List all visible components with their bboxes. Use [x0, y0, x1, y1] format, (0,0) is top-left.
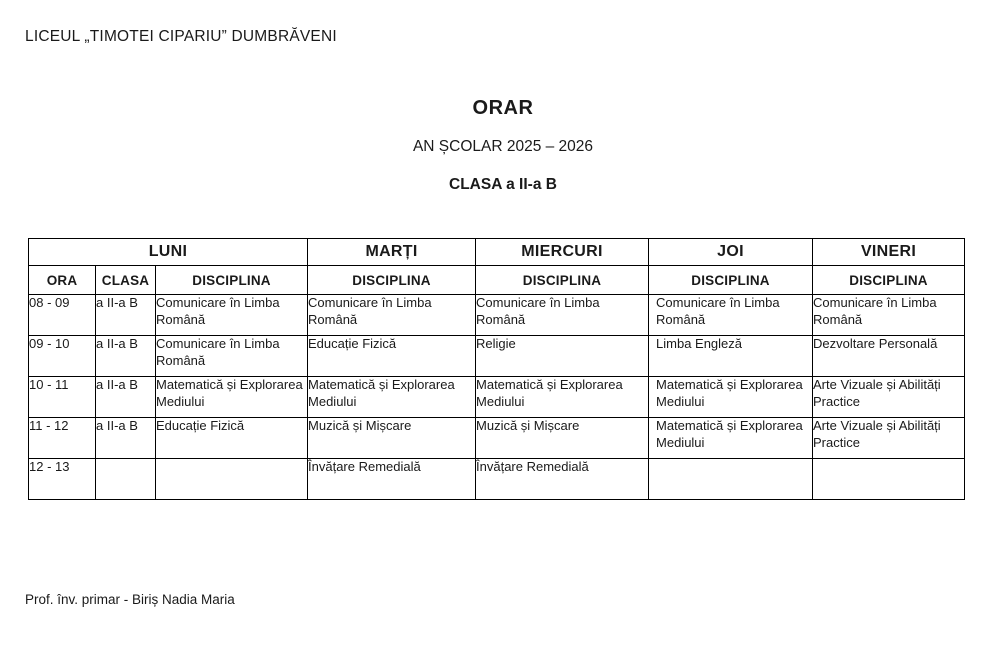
cell-clasa: a II-a B	[96, 295, 156, 336]
cell-luni: Matematică și Explorarea Mediului	[156, 377, 308, 418]
cell-clasa: a II-a B	[96, 336, 156, 377]
cell-marti: Educație Fizică	[308, 336, 476, 377]
cell-marti: Comunicare în Limba Română	[308, 295, 476, 336]
cell-luni: Comunicare în Limba Română	[156, 295, 308, 336]
cell-miercuri: Comunicare în Limba Română	[476, 295, 649, 336]
school-year-subtitle: AN ȘCOLAR 2025 – 2026	[412, 138, 594, 155]
cell-miercuri: Matematică și Explorarea Mediului	[476, 377, 649, 418]
table-row	[29, 459, 965, 500]
column-header-disciplina-joi: DISCIPLINA	[649, 266, 813, 295]
day-header-marti: MARȚI	[308, 239, 476, 266]
table-row	[29, 295, 965, 336]
cell-clasa	[96, 459, 156, 500]
teacher-signature-line: Prof. înv. primar - Biriș Nadia Maria	[25, 592, 235, 607]
cell-clasa: a II-a B	[96, 377, 156, 418]
day-header-vineri: VINERI	[813, 239, 965, 266]
column-header-disciplina-luni: DISCIPLINA	[156, 266, 308, 295]
cell-joi: Matematică și Explorarea Mediului	[649, 377, 813, 418]
table-day-header-row	[29, 239, 965, 266]
cell-luni: Educație Fizică	[156, 418, 308, 459]
cell-luni	[156, 459, 308, 500]
cell-miercuri: Muzică și Mișcare	[476, 418, 649, 459]
cell-vineri: Dezvoltare Personală	[813, 336, 965, 377]
column-header-ora: ORA	[29, 266, 96, 295]
timetable	[28, 238, 965, 500]
cell-ora: 08 - 09	[29, 295, 96, 336]
cell-luni: Comunicare în Limba Română	[156, 336, 308, 377]
cell-joi: Matematică și Explorarea Mediului	[649, 418, 813, 459]
page-title: ORAR	[472, 97, 534, 119]
cell-ora: 10 - 11	[29, 377, 96, 418]
cell-miercuri: Religie	[476, 336, 649, 377]
cell-vineri: Arte Vizuale și Abilități Practice	[813, 418, 965, 459]
cell-joi: Limba Engleză	[649, 336, 813, 377]
day-header-joi: JOI	[649, 239, 813, 266]
cell-joi: Comunicare în Limba Română	[649, 295, 813, 336]
cell-miercuri: Învățare Remedială	[476, 459, 649, 500]
cell-vineri	[813, 459, 965, 500]
cell-ora: 11 - 12	[29, 418, 96, 459]
column-header-clasa: CLASA	[96, 266, 156, 295]
table-subheader-row	[29, 266, 965, 295]
table-row	[29, 418, 965, 459]
cell-ora: 09 - 10	[29, 336, 96, 377]
column-header-disciplina-miercuri: DISCIPLINA	[476, 266, 649, 295]
cell-marti: Învățare Remedială	[308, 459, 476, 500]
table-row	[29, 377, 965, 418]
document-title-block	[0, 98, 1006, 192]
column-header-disciplina-marti: DISCIPLINA	[308, 266, 476, 295]
cell-joi	[649, 459, 813, 500]
day-header-luni: LUNI	[29, 239, 308, 266]
table-row	[29, 336, 965, 377]
cell-clasa: a II-a B	[96, 418, 156, 459]
column-header-disciplina-vineri: DISCIPLINA	[813, 266, 965, 295]
class-subtitle: CLASA a II-a B	[449, 175, 557, 193]
cell-vineri: Comunicare în Limba Română	[813, 295, 965, 336]
cell-marti: Matematică și Explorarea Mediului	[308, 377, 476, 418]
cell-marti: Muzică și Mișcare	[308, 418, 476, 459]
cell-vineri: Arte Vizuale și Abilități Practice	[813, 377, 965, 418]
cell-ora: 12 - 13	[29, 459, 96, 500]
school-name-header: LICEUL „TIMOTEI CIPARIU” DUMBRĂVENI	[25, 28, 337, 45]
day-header-miercuri: MIERCURI	[476, 239, 649, 266]
